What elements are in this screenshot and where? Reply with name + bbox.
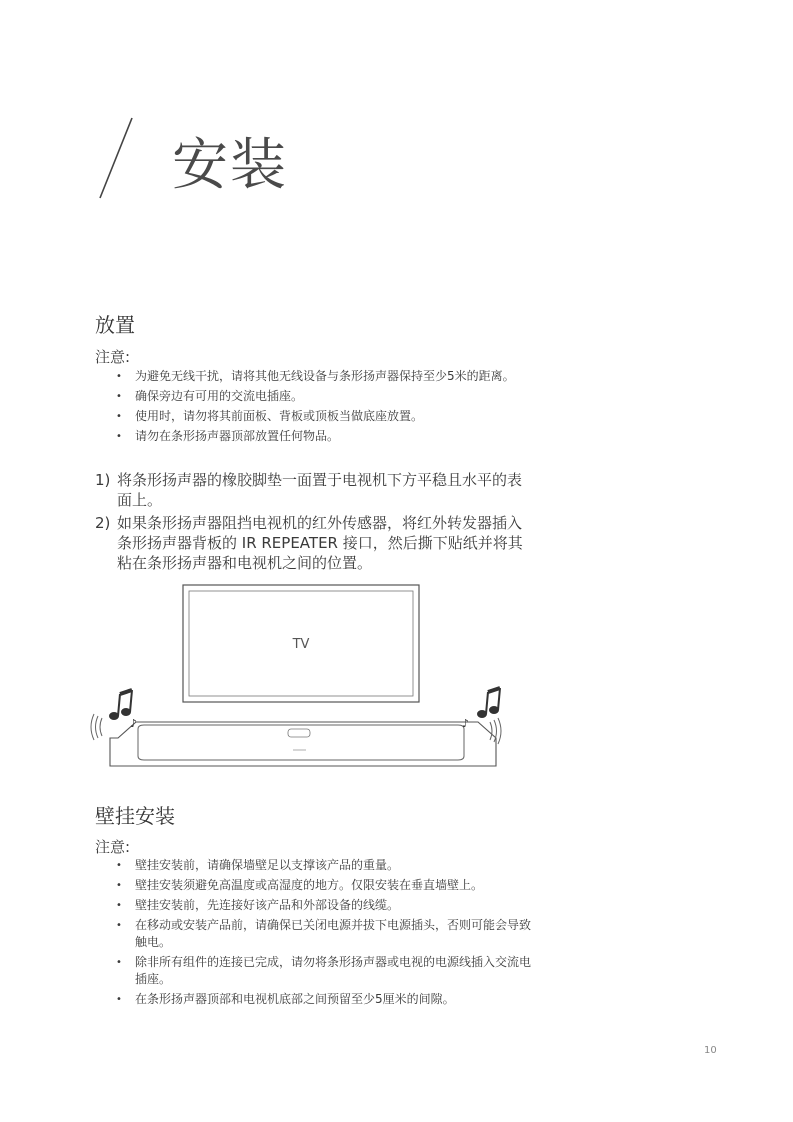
chapter-title: 安装 (172, 133, 288, 198)
step-item (95, 513, 535, 573)
list-item: • 除非所有组件的连接已完成，请勿将条形扬声器或电视的电源线插入交流电插座。 (112, 954, 532, 988)
list-item: • 确保旁边有可用的交流电插座。 (112, 388, 532, 405)
placement-steps (95, 470, 535, 576)
tv-icon (183, 585, 419, 702)
section-title-wall-mount: 壁挂安装 (95, 804, 175, 828)
list-item: • 请勿在条形扬声器顶部放置任何物品。 (112, 428, 532, 445)
list-item: • 壁挂安装前，先连接好该产品和外部设备的线缆。 (112, 897, 532, 914)
step-text: 如果条形扬声器阻挡电视机的红外传感器，将红外转发器插入条形扬声器背板的 IR REPEATER 接口，然后撕下贴纸并将其粘在条形扬声器和电视机之间的位置。 (117, 514, 523, 572)
chapter-slash (96, 116, 136, 200)
list-item: • 为避免无线干扰，请将其他无线设备与条形扬声器保持至少5米的距离。 (112, 368, 532, 385)
svg-text:♪: ♪ (130, 717, 138, 730)
page-number: 10 (704, 1045, 717, 1056)
sound-waves-icon (91, 714, 102, 740)
list-item: • 壁挂安装前，请确保墙壁足以支撑该产品的重量。 (112, 857, 532, 874)
list-item: • 在移动或安装产品前，请确保已关闭电源并拔下电源插头，否则可能会导致触电。 (112, 917, 532, 951)
step-item (95, 470, 535, 510)
music-note-icon (110, 690, 138, 730)
wall-mount-notes-list (112, 857, 532, 1011)
svg-text:♪: ♪ (462, 717, 470, 730)
tv-soundbar-illustration (88, 582, 508, 774)
music-note-icon (462, 688, 500, 730)
step-text: 将条形扬声器的橡胶脚垫一面置于电视机下方平稳且水平的表面上。 (117, 471, 523, 509)
list-item: • 使用时，请勿将其前面板、背板或顶板当做底座放置。 (112, 408, 532, 425)
placement-note-label: 注意: (95, 348, 131, 366)
step-number: 1) (95, 471, 111, 489)
wall-mount-note-label: 注意: (95, 838, 131, 856)
list-item: • 壁挂安装须避免高温度或高湿度的地方。仅限安装在垂直墙壁上。 (112, 877, 532, 894)
tv-label: TV (292, 637, 310, 652)
step-number: 2) (95, 514, 111, 532)
list-item: • 在条形扬声器顶部和电视机底部之间预留至少5厘米的间隙。 (112, 991, 532, 1008)
section-title-placement: 放置 (95, 313, 135, 337)
soundbar-icon (110, 722, 496, 766)
placement-notes-list (112, 368, 532, 448)
